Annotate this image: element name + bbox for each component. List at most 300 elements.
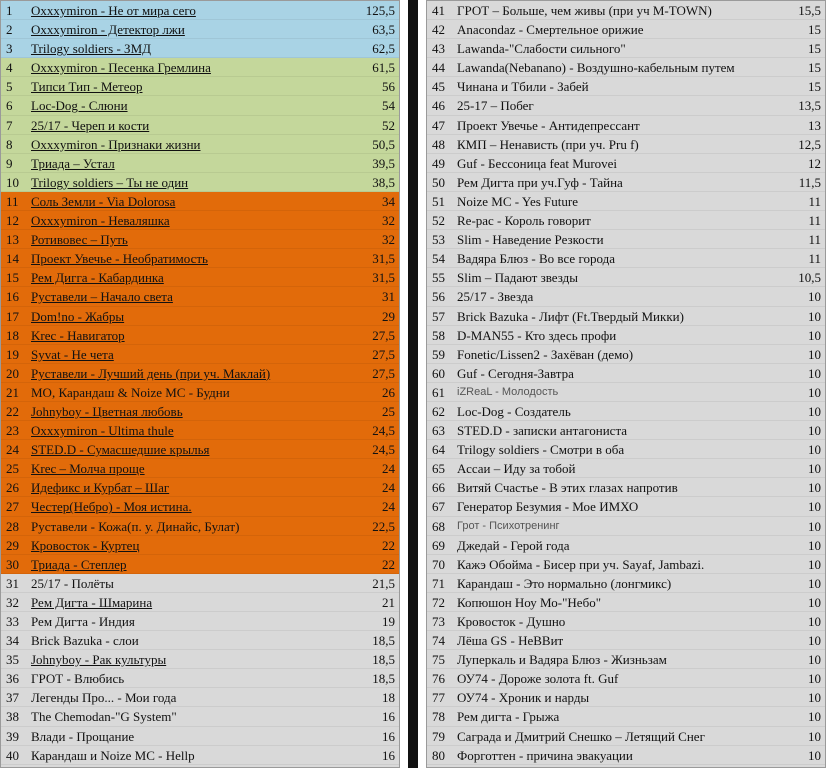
track-title: Руставели - Кожа(п. у. Динайс, Булат) xyxy=(31,518,240,534)
rank-number: 14 xyxy=(6,251,19,267)
track-title: 25/17 - Звезда xyxy=(457,289,534,305)
ranking-row xyxy=(427,326,825,345)
ranking-row xyxy=(1,96,399,115)
rank-number: 45 xyxy=(432,79,445,95)
rank-number: 18 xyxy=(6,327,19,343)
track-title: Грот - Психотренинг xyxy=(457,519,560,532)
ranking-row xyxy=(427,746,825,765)
ranking-row xyxy=(1,326,399,345)
ranking-row xyxy=(427,211,825,230)
rank-number: 24 xyxy=(6,442,19,458)
track-title: D-MAN55 - Кто здесь профи xyxy=(457,327,617,343)
track-score: 10 xyxy=(808,614,821,629)
track-title: Чинана и Тбили - Забей xyxy=(457,79,589,95)
track-score: 15,5 xyxy=(798,3,821,18)
track-title: Карандаш - Это нормально (лонгмикс) xyxy=(457,575,672,591)
track-score: 10 xyxy=(808,384,821,400)
rank-number: 16 xyxy=(6,289,19,305)
ranking-row xyxy=(1,593,399,612)
rank-number: 1 xyxy=(6,3,13,18)
track-title: 25/17 - Полёты xyxy=(31,575,114,591)
track-title: Саграда и Дмитрий Снешко – Летящий Снег xyxy=(457,728,705,744)
track-title: STED.D - записки антагониста xyxy=(457,423,628,439)
rank-number: 11 xyxy=(6,193,19,209)
track-score: 19 xyxy=(382,614,395,629)
track-score: 13 xyxy=(808,117,821,133)
rank-number: 12 xyxy=(6,213,19,229)
track-title: Влади - Прощание xyxy=(31,728,135,744)
track-score: 16 xyxy=(382,728,395,744)
rank-number: 72 xyxy=(432,594,445,610)
track-score: 18,5 xyxy=(372,633,395,649)
track-score: 26 xyxy=(382,384,395,400)
rank-number: 34 xyxy=(6,633,19,649)
track-score: 32 xyxy=(382,232,395,248)
track-title: Krec – Молча проще xyxy=(31,461,145,477)
track-score: 25 xyxy=(382,403,395,419)
ranking-row xyxy=(427,593,825,612)
track-title: Oxxxymiron - Неваляшка xyxy=(31,213,170,229)
track-title: ГРОТ – Больше, чем живы (при уч M-TOWN) xyxy=(457,3,712,18)
ranking-row xyxy=(427,688,825,707)
rank-number: 44 xyxy=(432,60,445,76)
track-score: 62,5 xyxy=(372,41,395,57)
ranking-row xyxy=(427,669,825,688)
track-title: Вадяра Блюз - Во все города xyxy=(457,251,615,267)
ranking-row xyxy=(1,192,399,211)
ranking-row xyxy=(1,116,399,135)
ranking-row xyxy=(1,517,399,536)
track-title: Fonetic/Lissen2 - Захёван (демо) xyxy=(457,346,634,362)
track-score: 21 xyxy=(382,594,395,610)
track-score: 21,5 xyxy=(372,575,395,591)
track-title: Витяй Счастье - В этих глазах напротив xyxy=(457,480,678,496)
track-score: 18 xyxy=(382,690,395,706)
rank-number: 66 xyxy=(432,480,445,496)
ranking-row xyxy=(427,459,825,478)
track-title: iZReaL - Молодость xyxy=(457,385,559,398)
rank-number: 15 xyxy=(6,270,19,286)
ranking-row xyxy=(1,287,399,306)
ranking-row xyxy=(427,20,825,39)
track-title: Рем Дигта - Шмарина xyxy=(31,594,153,610)
ranking-row xyxy=(1,249,399,268)
rank-number: 27 xyxy=(6,499,19,515)
rank-number: 48 xyxy=(432,136,445,152)
track-title: ОУ74 - Хроник и нарды xyxy=(457,690,590,706)
track-score: 29 xyxy=(382,308,395,324)
track-title: Форготтен - причина эвакуации xyxy=(457,747,633,763)
track-title: Guf - Сегодня-Завтра xyxy=(457,365,574,381)
track-score: 10 xyxy=(808,652,821,668)
track-score: 10 xyxy=(808,728,821,744)
track-title: Луперкаль и Вадяра Блюз - Жизньзам xyxy=(457,652,667,668)
track-title: Карандаш и Noize MC - Hellp xyxy=(31,747,195,763)
rank-number: 79 xyxy=(432,728,445,744)
track-score: 32 xyxy=(382,213,395,229)
track-title: Johnyboy - Цветная любовь xyxy=(31,403,183,419)
rank-number: 75 xyxy=(432,652,445,668)
track-score: 34 xyxy=(382,193,395,209)
rank-number: 2 xyxy=(6,22,13,38)
track-score: 38,5 xyxy=(372,174,395,190)
ranking-row xyxy=(427,421,825,440)
track-score: 10 xyxy=(808,499,821,515)
rank-number: 56 xyxy=(432,289,445,305)
track-title: STED.D - Сумасшедшие крылья xyxy=(31,442,210,458)
track-score: 24 xyxy=(382,461,395,477)
right-ranking-column xyxy=(426,0,826,768)
track-score: 10 xyxy=(808,518,821,534)
track-title: Oxxxymiron - Не от мира сего xyxy=(31,3,196,18)
track-title: КМП – Ненависть (при уч. Pru f) xyxy=(457,136,639,152)
ranking-row xyxy=(1,440,399,459)
track-title: Копюшон Ноу Мо-"Небо" xyxy=(457,594,602,610)
track-score: 22 xyxy=(382,556,395,572)
track-title: Re-pac - Король говорит xyxy=(457,213,591,229)
rank-number: 59 xyxy=(432,346,445,362)
left-ranking-column xyxy=(0,0,400,768)
ranking-row xyxy=(427,517,825,536)
track-title: Oxxxymiron - Песенка Гремлина xyxy=(31,60,211,76)
track-title: 25-17 – Побег xyxy=(457,98,534,114)
rank-number: 62 xyxy=(432,403,445,419)
rank-number: 5 xyxy=(6,79,13,95)
track-score: 27,5 xyxy=(372,346,395,362)
rank-number: 20 xyxy=(6,365,19,381)
track-title: Anacondaz - Смертельное орижие xyxy=(457,22,644,38)
track-score: 11 xyxy=(808,251,821,267)
track-score: 39,5 xyxy=(372,155,395,171)
track-score: 10 xyxy=(808,671,821,687)
ranking-row xyxy=(1,230,399,249)
rank-number: 9 xyxy=(6,155,13,171)
track-title: Генератор Безумия - Мое ИМХО xyxy=(457,499,639,515)
rank-number: 71 xyxy=(432,575,445,591)
track-score: 11,5 xyxy=(798,174,821,190)
ranking-row xyxy=(1,383,399,402)
rank-number: 68 xyxy=(432,518,445,534)
rank-number: 80 xyxy=(432,747,445,763)
ranking-row xyxy=(427,707,825,726)
rank-number: 74 xyxy=(432,633,445,649)
ranking-row xyxy=(427,631,825,650)
track-score: 15 xyxy=(808,41,821,57)
ranking-row xyxy=(1,650,399,669)
ranking-row xyxy=(427,77,825,96)
track-title: Типси Тип - Метеор xyxy=(31,79,143,95)
ranking-row xyxy=(427,345,825,364)
rank-number: 7 xyxy=(6,117,13,133)
track-title: Кровосток - Душно xyxy=(457,614,566,629)
rank-number: 31 xyxy=(6,575,19,591)
track-title: Ассаи – Иду за тобой xyxy=(457,461,576,477)
rank-number: 21 xyxy=(6,384,19,400)
track-title: 25/17 - Череп и кости xyxy=(31,117,150,133)
rank-number: 55 xyxy=(432,270,445,286)
track-title: Рем Дигта при уч.Гуф - Тайна xyxy=(457,174,623,190)
rank-number: 30 xyxy=(6,556,19,572)
ranking-row xyxy=(1,268,399,287)
rank-number: 70 xyxy=(432,556,445,572)
track-title: Руставели – Начало света xyxy=(31,289,173,305)
ranking-row xyxy=(1,497,399,516)
track-score: 24 xyxy=(382,480,395,496)
track-title: Trilogy soldiers - Смотри в оба xyxy=(457,442,625,458)
track-score: 52 xyxy=(382,117,395,133)
track-score: 22 xyxy=(382,537,395,553)
ranking-row xyxy=(1,459,399,478)
track-title: Рем дигта - Грыжа xyxy=(457,709,560,725)
track-score: 10 xyxy=(808,556,821,572)
track-title: ГРОТ - Влюбись xyxy=(31,671,125,687)
ranking-row xyxy=(1,612,399,631)
track-score: 12,5 xyxy=(798,136,821,152)
rank-number: 33 xyxy=(6,614,19,629)
rank-number: 3 xyxy=(6,41,13,57)
ranking-row xyxy=(427,478,825,497)
ranking-row xyxy=(427,116,825,135)
ranking-row xyxy=(1,77,399,96)
track-title: Легенды Про... - Мои года xyxy=(31,690,177,706)
ranking-row xyxy=(427,307,825,326)
rank-number: 38 xyxy=(6,709,19,725)
track-score: 10 xyxy=(808,423,821,439)
ranking-row xyxy=(1,536,399,555)
track-title: Loc-Dog - Слюни xyxy=(31,98,128,114)
track-score: 10 xyxy=(808,747,821,763)
track-score: 61,5 xyxy=(372,60,395,76)
rank-number: 65 xyxy=(432,461,445,477)
track-score: 10 xyxy=(808,537,821,553)
rank-number: 35 xyxy=(6,652,19,668)
track-score: 10 xyxy=(808,480,821,496)
ranking-row xyxy=(1,1,399,20)
track-title: Lawanda(Nebanano) - Воздушно-кабельным путем xyxy=(457,60,735,76)
track-score: 10 xyxy=(808,709,821,725)
ranking-row xyxy=(427,39,825,58)
track-score: 15 xyxy=(808,79,821,95)
rank-number: 73 xyxy=(432,614,445,629)
rank-number: 63 xyxy=(432,423,445,439)
track-score: 27,5 xyxy=(372,365,395,381)
ranking-row xyxy=(427,230,825,249)
track-score: 18,5 xyxy=(372,652,395,668)
rank-number: 40 xyxy=(6,747,19,763)
rank-number: 52 xyxy=(432,213,445,229)
track-score: 22,5 xyxy=(372,518,395,534)
ranking-row xyxy=(1,345,399,364)
track-score: 31,5 xyxy=(372,270,395,286)
track-title: Ротивовес – Путь xyxy=(31,232,128,248)
track-score: 54 xyxy=(382,98,395,114)
rank-number: 4 xyxy=(6,60,13,76)
track-score: 10 xyxy=(808,327,821,343)
ranking-row xyxy=(1,39,399,58)
track-title: Соль Земли - Via Dolorosa xyxy=(31,193,176,209)
track-title: Guf - Бессоница feat Murovei xyxy=(457,155,618,171)
track-title: Oxxxymiron - Ultima thule xyxy=(31,423,174,439)
ranking-row xyxy=(427,536,825,555)
track-score: 11 xyxy=(808,232,821,248)
track-title: Лёша GS - НеВВит xyxy=(457,633,564,649)
track-score: 10,5 xyxy=(798,270,821,286)
ranking-row xyxy=(427,173,825,192)
track-title: Кажэ Обойма - Бисер при уч. Sayaf, Jambazi. xyxy=(457,556,705,572)
track-title: Триада – Устал xyxy=(31,155,115,171)
rank-number: 39 xyxy=(6,728,19,744)
track-score: 10 xyxy=(808,594,821,610)
ranking-row xyxy=(427,96,825,115)
rank-number: 77 xyxy=(432,690,445,706)
track-score: 24,5 xyxy=(372,442,395,458)
track-score: 24,5 xyxy=(372,423,395,439)
track-score: 13,5 xyxy=(798,98,821,114)
rank-number: 67 xyxy=(432,499,445,515)
ranking-row xyxy=(427,268,825,287)
track-title: The Chemodan-"G System" xyxy=(31,709,177,725)
rank-number: 53 xyxy=(432,232,445,248)
ranking-row xyxy=(427,364,825,383)
rank-number: 6 xyxy=(6,98,13,114)
track-title: Рем Дигта - Индия xyxy=(31,614,135,629)
track-score: 11 xyxy=(808,213,821,229)
ranking-row xyxy=(427,612,825,631)
ranking-row xyxy=(1,58,399,77)
track-title: Noize MC - Yes Future xyxy=(457,193,578,209)
ranking-row xyxy=(1,154,399,173)
track-title: MO, Карандаш & Noize MC - Будни xyxy=(31,384,230,400)
track-title: Джедай - Герой года xyxy=(457,537,570,553)
column-divider xyxy=(408,0,418,768)
rank-number: 29 xyxy=(6,537,19,553)
ranking-row xyxy=(1,402,399,421)
ranking-row xyxy=(427,440,825,459)
track-score: 10 xyxy=(808,403,821,419)
ranking-row xyxy=(1,478,399,497)
rank-number: 26 xyxy=(6,480,19,496)
track-title: Johnyboy - Рак культуры xyxy=(31,652,167,668)
ranking-row xyxy=(1,669,399,688)
track-score: 10 xyxy=(808,575,821,591)
track-score: 15 xyxy=(808,22,821,38)
track-score: 16 xyxy=(382,709,395,725)
rank-number: 50 xyxy=(432,174,445,190)
ranking-row xyxy=(427,383,825,402)
track-title: Slim – Падают звезды xyxy=(457,270,578,286)
ranking-row xyxy=(427,287,825,306)
rank-number: 76 xyxy=(432,671,445,687)
rank-number: 58 xyxy=(432,327,445,343)
track-score: 10 xyxy=(808,346,821,362)
track-title: Brick Bazuka - Лифт (Ft.Твердый Микки) xyxy=(457,308,684,324)
track-title: Триада - Степлер xyxy=(31,556,127,572)
ranking-row xyxy=(427,402,825,421)
ranking-row xyxy=(427,135,825,154)
ranking-row xyxy=(1,307,399,326)
ranking-row xyxy=(1,746,399,765)
track-score: 12 xyxy=(808,155,821,171)
track-score: 125,5 xyxy=(365,3,395,18)
rank-number: 64 xyxy=(432,442,445,458)
rank-number: 8 xyxy=(6,136,13,152)
track-title: Oxxxymiron - Признаки жизни xyxy=(31,136,201,152)
rank-number: 32 xyxy=(6,594,19,610)
ranking-row xyxy=(427,650,825,669)
ranking-row xyxy=(1,688,399,707)
track-title: Кровосток - Куртец xyxy=(31,537,140,553)
track-title: Проект Увечье - Антидепрессант xyxy=(457,117,640,133)
ranking-row xyxy=(1,135,399,154)
track-score: 50,5 xyxy=(372,136,395,152)
track-score: 10 xyxy=(808,633,821,649)
track-score: 10 xyxy=(808,365,821,381)
track-score: 10 xyxy=(808,690,821,706)
ranking-row xyxy=(1,727,399,746)
track-score: 31 xyxy=(382,289,395,305)
ranking-row xyxy=(1,211,399,230)
track-score: 31,5 xyxy=(372,251,395,267)
ranking-row xyxy=(427,154,825,173)
rank-number: 43 xyxy=(432,41,445,57)
rank-number: 36 xyxy=(6,671,19,687)
ranking-row xyxy=(427,58,825,77)
track-title: Lawanda-"Слабости сильного" xyxy=(457,41,626,57)
track-title: Рем Дигга - Кабардинка xyxy=(31,270,164,286)
track-score: 15 xyxy=(808,60,821,76)
rank-number: 61 xyxy=(432,384,445,400)
ranking-row xyxy=(427,249,825,268)
ranking-row xyxy=(1,555,399,574)
track-title: Brick Bazuka - слои xyxy=(31,633,139,649)
ranking-row xyxy=(1,707,399,726)
track-title: Krec - Навигатор xyxy=(31,327,125,343)
track-title: Идефикс и Курбат – Шаг xyxy=(31,480,170,496)
track-title: Проект Увечье - Необратимость xyxy=(31,251,208,267)
track-title: Честер(Небро) - Моя истина. xyxy=(31,499,192,515)
ranking-row xyxy=(427,497,825,516)
track-score: 63,5 xyxy=(372,22,395,38)
track-score: 10 xyxy=(808,308,821,324)
ranking-row xyxy=(1,173,399,192)
ranking-row xyxy=(427,574,825,593)
rank-number: 28 xyxy=(6,518,19,534)
track-title: Руставели - Лучший день (при уч. Маклай) xyxy=(31,365,271,381)
track-score: 24 xyxy=(382,499,395,515)
track-score: 56 xyxy=(382,79,395,95)
rank-number: 78 xyxy=(432,709,445,725)
track-score: 27,5 xyxy=(372,327,395,343)
track-score: 10 xyxy=(808,442,821,458)
ranking-row xyxy=(1,631,399,650)
ranking-row xyxy=(1,421,399,440)
track-title: Trilogy soldiers - ЗМД xyxy=(31,41,151,57)
rank-number: 57 xyxy=(432,308,445,324)
rank-number: 42 xyxy=(432,22,445,38)
ranking-row xyxy=(427,192,825,211)
ranking-row xyxy=(427,555,825,574)
rank-number: 47 xyxy=(432,117,445,133)
rank-number: 19 xyxy=(6,346,19,362)
rank-number: 23 xyxy=(6,423,19,439)
rank-number: 17 xyxy=(6,308,19,324)
rank-number: 54 xyxy=(432,251,445,267)
track-score: 10 xyxy=(808,461,821,477)
track-title: Syvat - Не чета xyxy=(31,346,114,362)
ranking-row xyxy=(427,1,825,20)
track-title: Loc-Dog - Создатель xyxy=(457,403,571,419)
track-title: Oxxxymiron - Детектор лжи xyxy=(31,22,185,38)
